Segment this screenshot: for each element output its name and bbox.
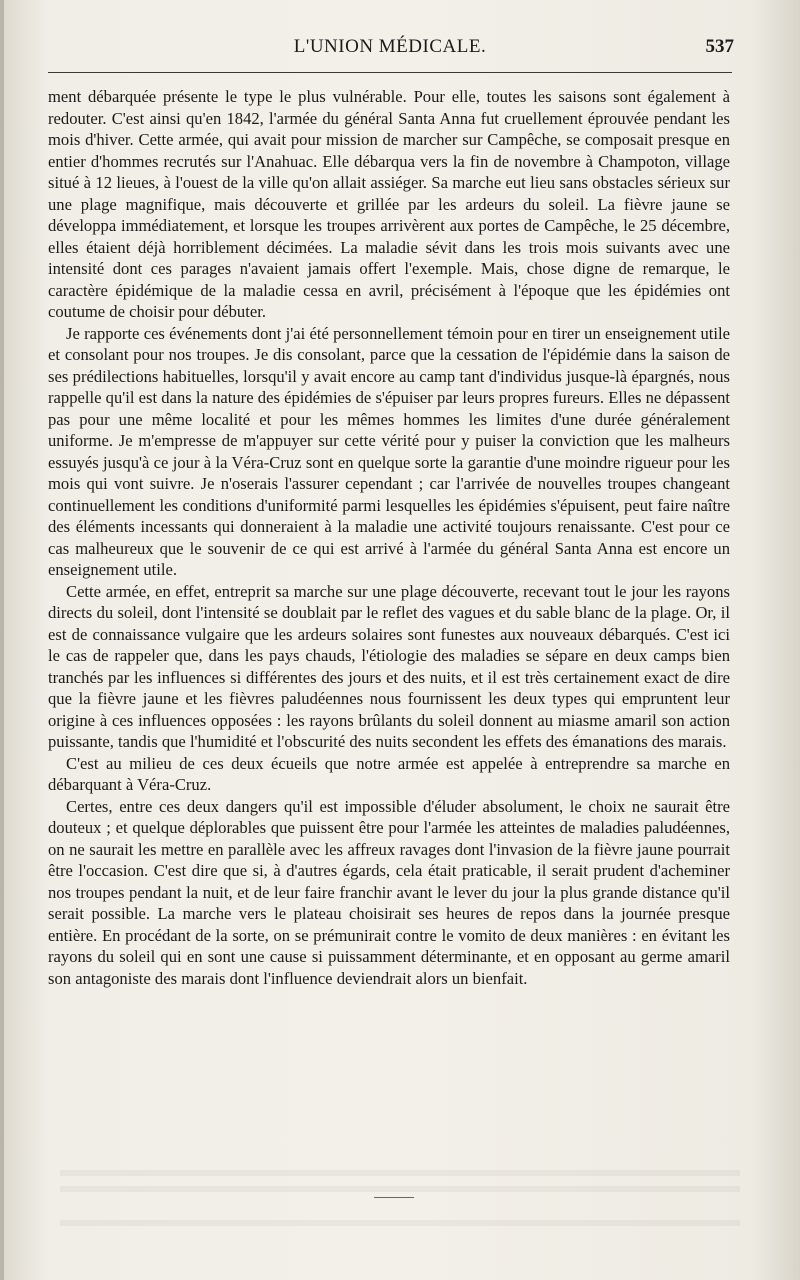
paragraph-4: C'est au milieu de ces deux écueils que notre armée est appelée à entreprendre sa marche en débarquant à Véra-Cruz. xyxy=(48,753,730,794)
running-title: L'UNION MÉDICALE. xyxy=(293,36,487,57)
page-number: 537 xyxy=(705,36,734,57)
paragraph-1: ment débarquée présente le type le plus vulnérable. Pour elle, toutes les saisons sont également à redouter. C'est ainsi qu'en 1842, l'armée du général Santa Anna fut cruellement éprouvée pendant les mois d'hiver. Cette armée, qui avait pour mission de marcher sur Campêche, se composait presque en entier d'hommes recrutés sur l'Anahuac. Elle débarqua vers la fin de novembre à Champoton, village situé à 12 lieues, à l'ouest de la ville qu'on allait assiéger. Sa marche eut lieu sans obstacles sérieux sur une plage magnifique, mais découverte et grillée par les ardeurs du soleil. La fièvre jaune se développa immédiatement, et lorsque les troupes arrivèrent aux portes de Campêche, le 25 décembre, elles étaient déjà horriblement décimées. La maladie sévit dans les trois mois suivants avec une intensité dont ces parages n'avaient jamais offert l'exemple. Mais, chose digne de remarque, le caractère épidémique de la maladie cessa en avril, précisément à l'époque que les épidémies ont coutume de choisir pour débuter. xyxy=(48,87,730,321)
page-edge-shadow xyxy=(0,0,4,1280)
paragraph-2: Je rapporte ces événements dont j'ai été personnellement témoin pour en tirer un enseignement utile et consolant pour nos troupes. Je dis consolant, parce que la cessation de l'épidémie dans la saison de ses prédilections habituelles, lorsqu'il y avait encore au camp tant d'individus jusque-là épargnés, nous rappelle qu'il est dans la nature des épidémies de s'épuiser par leurs propres fureurs. Elles ne dépassent pas pour une même localité et pour les mêmes hommes les limites d'une durée généralement uniforme. Je m'empresse de m'appuyer sur cette vérité pour y puiser la conviction que les malheurs essuyés jusqu'à ce jour à la Véra-Cruz sont en quelque sorte la garantie d'une moindre rigueur pour les mois qui vont suivre. Je n'oserais l'assurer cependant ; car l'arrivée de nouvelles troupes changeant continuellement les conditions d'uniformité parmi lesquelles les épidémies s'épuisent, peut faire naître des éléments incessants qui donneraient à la maladie une activité toujours renaissante. C'est pour ce cas malheureux que le souvenir de ce qui est arrivé à l'armée du général Santa Anna est encore un enseignement utile. xyxy=(48,323,730,579)
header-rule xyxy=(48,72,732,73)
page-header xyxy=(50,36,734,64)
paragraph-5: Certes, entre ces deux dangers qu'il est impossible d'éluder absolument, le choix ne saurait être douteux ; et quelque déplorables que puissent être pour l'armée les atteintes de maladies paludéennes, on ne saurait les mettre en parallèle avec les affreux ravages dont l'invasion de la fièvre jaune pourrait être l'occasion. C'est dire que si, à d'autres égards, cela était praticable, il serait prudent d'acheminer nos troupes pendant la nuit, et de leur faire franchir avant le lever du jour la plus grande distance qu'il serait possible. La marche vers le plateau choisirait ses heures de repos dans la journée presque entière. En procédant de la sorte, on se prémunirait contre le vomito de deux manières : en évitant les rayons du soleil qui en sont une cause si puissamment déterminante, et en opposant au germe amaril son antagoniste des marais dont l'influence deviendrait alors un bienfait. xyxy=(48,796,730,988)
show-through-text-3 xyxy=(60,1220,740,1226)
footer-rule xyxy=(374,1197,414,1198)
show-through-text-1 xyxy=(60,1170,740,1176)
paragraph-3: Cette armée, en effet, entreprit sa marche sur une plage découverte, recevant tout le jour les rayons directs du soleil, dont l'intensité se doublait par le reflet des vagues et du sable blanc de la plage. Or, il est de connaissance vulgaire que les ardeurs solaires sont funestes aux nouveaux débarqués. C'est ici le cas de rappeler que, dans les pays chauds, l'étiologie des maladies se sépare en deux camps bien tranchés par les influences si différentes des jours et des nuits, et il est très certainement exact de dire que la fièvre jaune et les fièvres paludéennes nous fournissent les deux types qui empruntent leur origine à ces influences opposées : les rayons brûlants du soleil donnent au miasme amaril son action puissante, tandis que l'humidité et l'obscurité des nuits secondent les effets des émanations des marais. xyxy=(48,581,730,751)
article-body xyxy=(48,86,730,989)
show-through-text-2 xyxy=(60,1186,740,1192)
